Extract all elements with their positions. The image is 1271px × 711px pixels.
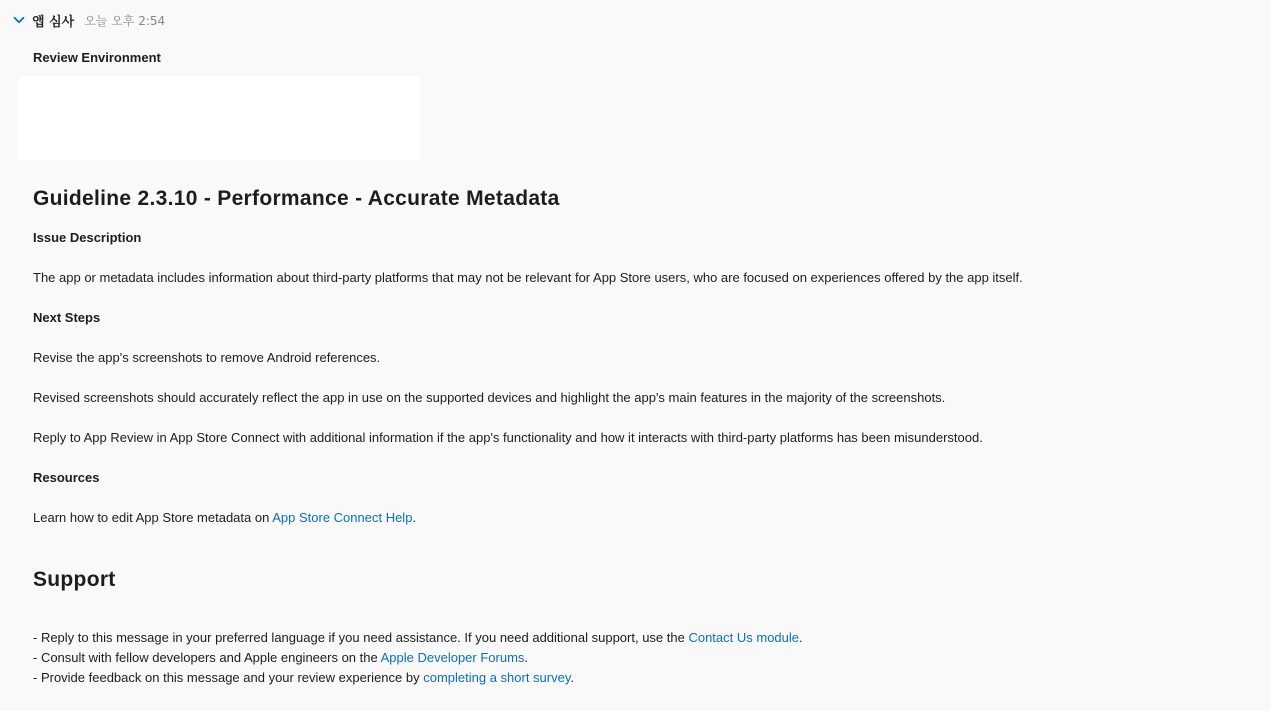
next-steps-label: Next Steps xyxy=(33,310,101,325)
resources-suffix: . xyxy=(412,510,417,525)
support-line-3-prefix: - Provide feedback on this message and your review experience by xyxy=(33,670,424,685)
issue-description-text: The app or metadata includes information about third-party platforms that may not be relevant for App Store users, who are focused on experiences offered by the app itself. xyxy=(33,270,1023,285)
resources-label: Resources xyxy=(33,470,100,485)
message-header xyxy=(12,10,165,30)
next-step-item: Revised screenshots should accurately reflect the app in use on the supported devices and highlight the app's main features in the majority of the screenshots. xyxy=(33,390,946,405)
developer-forums-link[interactable]: Apple Developer Forums xyxy=(380,650,525,665)
support-title: Support xyxy=(33,568,116,591)
app-store-connect-help-link[interactable]: App Store Connect Help xyxy=(272,510,413,525)
support-line-3 xyxy=(33,670,574,685)
survey-link[interactable]: completing a short survey xyxy=(423,670,571,685)
review-environment-box xyxy=(18,76,420,160)
support-line-1-prefix: - Reply to this message in your preferred language if you need assistance. If you need additional support, use the xyxy=(33,630,689,645)
message-timestamp: 오늘 오후 2:54 xyxy=(84,13,166,28)
support-line-1-suffix: . xyxy=(799,630,803,645)
chevron-down-icon[interactable] xyxy=(12,13,26,27)
resources-prefix: Learn how to edit App Store metadata on xyxy=(33,510,273,525)
resources-text xyxy=(33,510,416,525)
message-sender: 앱 심사 xyxy=(32,14,75,30)
support-line-3-suffix: . xyxy=(570,670,575,685)
support-line-1 xyxy=(33,630,803,645)
next-step-item: Revise the app's screenshots to remove Android references. xyxy=(33,350,381,365)
review-environment-label: Review Environment xyxy=(33,50,161,65)
support-line-2 xyxy=(33,650,528,665)
support-line-2-prefix: - Consult with fellow developers and Apple engineers on the xyxy=(33,650,381,665)
issue-description-label: Issue Description xyxy=(33,230,142,245)
contact-us-link[interactable]: Contact Us module xyxy=(688,630,800,645)
support-line-2-suffix: . xyxy=(524,650,529,665)
next-step-item: Reply to App Review in App Store Connect with additional information if the app's functionality and how it interacts with third-party platforms has been misunderstood. xyxy=(33,430,983,445)
guideline-title: Guideline 2.3.10 - Performance - Accurate Metadata xyxy=(33,187,560,210)
